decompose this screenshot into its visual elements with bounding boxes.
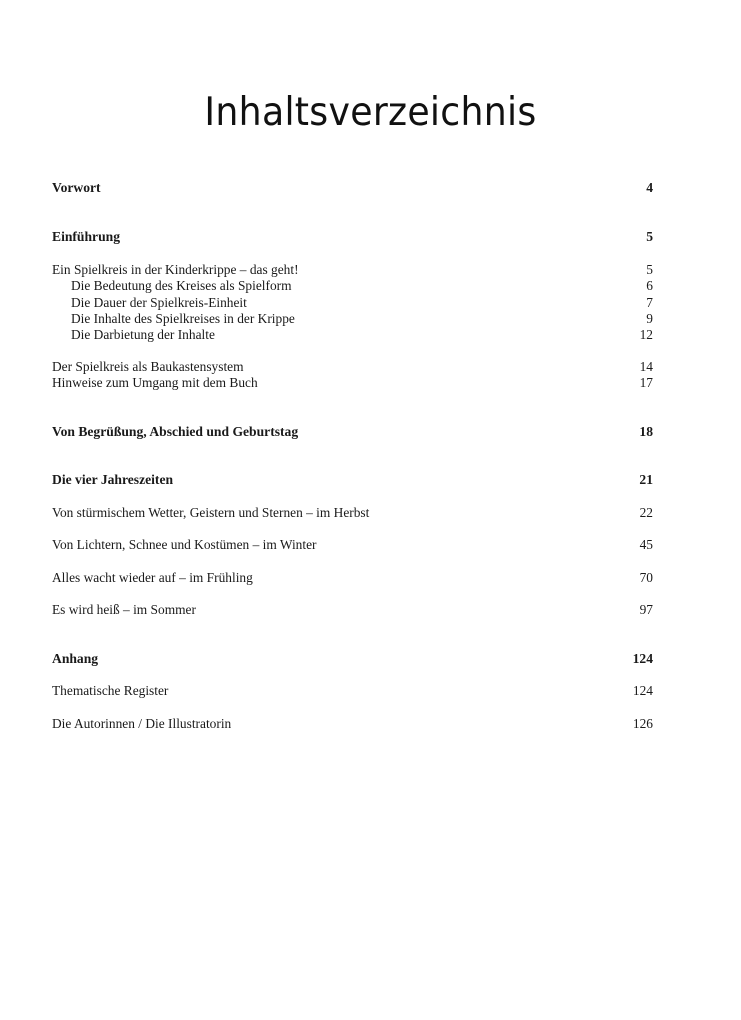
toc-entry-winter bbox=[52, 537, 653, 553]
toc-entry-autorinnen bbox=[52, 716, 653, 732]
toc-label: Ein Spielkreis in der Kinderkrippe – das geht! bbox=[52, 262, 299, 277]
toc-page-number: 14 bbox=[639, 359, 653, 374]
toc-label: Der Spielkreis als Baukastensystem bbox=[52, 359, 244, 374]
toc-entry-fruehling bbox=[52, 570, 653, 586]
toc-page-number: 97 bbox=[639, 602, 653, 617]
toc-entry-hinweise bbox=[52, 375, 653, 391]
toc-label: Alles wacht wieder auf – im Frühling bbox=[52, 570, 253, 585]
toc-page-number: 5 bbox=[646, 229, 653, 244]
toc-entry-dauer bbox=[71, 295, 653, 311]
toc-label: Hinweise zum Umgang mit dem Buch bbox=[52, 375, 258, 390]
toc-label: Von Begrüßung, Abschied und Geburtstag bbox=[52, 424, 299, 439]
toc-entry-darbietung bbox=[71, 327, 653, 343]
toc-page-number: 21 bbox=[639, 472, 653, 487]
toc-page-number: 6 bbox=[646, 278, 653, 293]
toc-page-number: 5 bbox=[646, 262, 653, 277]
toc-entry-spielkreis-krippe bbox=[52, 262, 653, 278]
toc-label: Vorwort bbox=[52, 180, 101, 195]
toc-page-number: 18 bbox=[639, 424, 653, 439]
toc-page-number: 17 bbox=[639, 375, 653, 390]
toc-label: Thematische Register bbox=[52, 683, 169, 698]
toc-page-number: 45 bbox=[639, 537, 653, 552]
toc-label: Anhang bbox=[52, 651, 99, 666]
toc-label: Die Darbietung der Inhalte bbox=[71, 327, 215, 342]
toc-entry-sommer bbox=[52, 602, 653, 618]
toc-page-number: 9 bbox=[646, 311, 653, 326]
toc-entry-register bbox=[52, 683, 653, 699]
toc-entry-anhang bbox=[52, 651, 653, 667]
toc-page-number: 70 bbox=[639, 570, 653, 585]
toc-entry-vorwort bbox=[52, 180, 653, 196]
toc-page-number: 7 bbox=[646, 295, 653, 310]
toc-page-number: 22 bbox=[639, 505, 653, 520]
toc-entry-baukastensystem bbox=[52, 359, 653, 375]
toc-label: Die Inhalte des Spielkreises in der Krippe bbox=[71, 311, 295, 326]
toc-page-number: 126 bbox=[632, 716, 653, 731]
toc-label: Einführung bbox=[52, 229, 121, 244]
toc-page-number: 124 bbox=[632, 651, 653, 666]
toc-label: Es wird heiß – im Sommer bbox=[52, 602, 196, 617]
toc-label: Die vier Jahreszeiten bbox=[52, 472, 174, 487]
toc-entry-begruessung bbox=[52, 424, 653, 440]
toc-page-number: 124 bbox=[632, 683, 653, 698]
toc-label: Von Lichtern, Schnee und Kostümen – im Winter bbox=[52, 537, 317, 552]
toc-entry-einfuehrung bbox=[52, 229, 653, 245]
toc-page-number: 12 bbox=[639, 327, 653, 342]
toc-entry-inhalte bbox=[71, 311, 653, 327]
toc-label: Von stürmischem Wetter, Geistern und Sternen – im Herbst bbox=[52, 505, 370, 520]
toc-label: Die Autorinnen / Die Illustratorin bbox=[52, 716, 232, 731]
toc-entry-herbst bbox=[52, 505, 653, 521]
toc-entry-bedeutung-kreises bbox=[71, 278, 653, 294]
toc-label: Die Bedeutung des Kreises als Spielform bbox=[71, 278, 292, 293]
toc-page-number: 4 bbox=[646, 180, 653, 195]
page-title: Inhaltsverzeichnis bbox=[204, 90, 537, 135]
toc-entry-jahreszeiten bbox=[52, 472, 653, 488]
toc-label: Die Dauer der Spielkreis-Einheit bbox=[71, 295, 247, 310]
